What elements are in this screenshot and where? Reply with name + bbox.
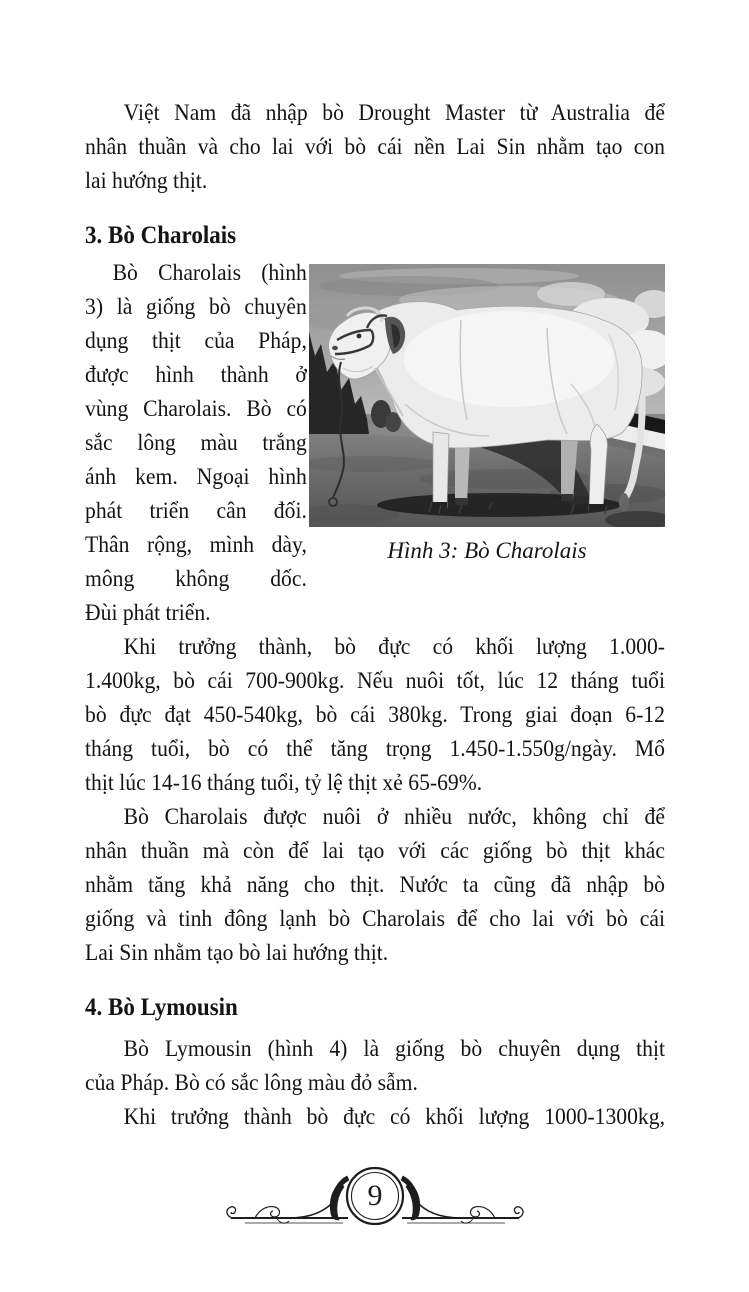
text-line: dụng thịt của Pháp,: [85, 328, 307, 354]
text-line: Lai Sin nhằm tạo bò lai hướng thịt.: [85, 940, 389, 966]
usage-paragraph: [85, 800, 665, 970]
text-line: của Pháp. Bò có sắc lông màu đỏ sẫm.: [85, 1070, 418, 1096]
text-line: thịt lúc 14-16 tháng tuổi, tỷ lệ thịt xẻ 65-69%.: [85, 770, 483, 796]
text-line: 3) là giống bò chuyên: [85, 294, 307, 320]
text-line: Khi trưởng thành bò đực có khối lượng 1000-1300kg,: [123, 1104, 665, 1130]
section-3-column-text: [85, 256, 307, 630]
text-line: Bò Lymousin (hình 4) là giống bò chuyên dụng thịt: [123, 1036, 665, 1062]
charolais-bull-photo: [309, 264, 665, 527]
lymousin-intro-paragraph: [85, 1032, 665, 1100]
text-line: vùng Charolais. Bò có: [85, 396, 307, 422]
text-line: giống và tinh đông lạnh bò Charolais để cho lai với bò cái: [85, 906, 665, 932]
text-line: Bò Charolais (hình: [112, 260, 307, 286]
text-line: được hình thành ở: [85, 362, 307, 388]
text-line: Đùi phát triển.: [85, 600, 211, 626]
text-line: Thân rộng, mình dày,: [85, 532, 307, 558]
text-line: nhằm tăng khả năng cho thịt. Nước ta cũng đã nhập bò: [85, 872, 665, 898]
text-line: mông không dốc.: [85, 566, 307, 592]
growth-paragraph: [85, 630, 665, 800]
figure-3: [309, 256, 665, 566]
text-line: Bò Charolais được nuôi ở nhiều nước, không chỉ để: [123, 804, 665, 830]
section-3-columns: [85, 256, 665, 630]
text-line: nhân thuần mà còn để lai tạo với các giống bò thịt khác: [85, 838, 665, 864]
page-footer: [85, 1160, 665, 1242]
section-3-heading: 3. Bò Charolais: [85, 222, 237, 249]
page-number: 9: [367, 1179, 383, 1212]
section-4-heading: 4. Bò Lymousin: [85, 994, 238, 1021]
text-line: sắc lông màu trắng: [85, 430, 307, 456]
text-line: ánh kem. Ngoại hình: [85, 464, 307, 490]
text-line: Khi trưởng thành, bò đực có khối lượng 1.000-: [123, 634, 665, 660]
intro-paragraph: [85, 96, 665, 198]
page-number-ornament: [225, 1160, 525, 1242]
text-line: tháng tuổi, bò có thể tăng trọng 1.450-1.550g/ngày. Mổ: [85, 736, 665, 762]
text-line: lai hướng thịt.: [85, 168, 208, 194]
text-line: 1.400kg, bò cái 700-900kg. Nếu nuôi tốt, lúc 12 tháng tuổi: [85, 668, 665, 694]
text-line: nhân thuần và cho lai với bò cái nền Lai Sin nhằm tạo con: [85, 134, 665, 160]
text-line: bò đực đạt 450-540kg, bò cái 380kg. Trong giai đoạn 6-12: [85, 702, 665, 728]
text-line: Việt Nam đã nhập bò Drought Master từ Australia để: [123, 100, 665, 126]
lymousin-weight-paragraph: [85, 1100, 665, 1134]
text-line: phát triển cân đối.: [85, 498, 307, 524]
figure-3-caption: Hình 3: Bò Charolais: [387, 538, 587, 563]
